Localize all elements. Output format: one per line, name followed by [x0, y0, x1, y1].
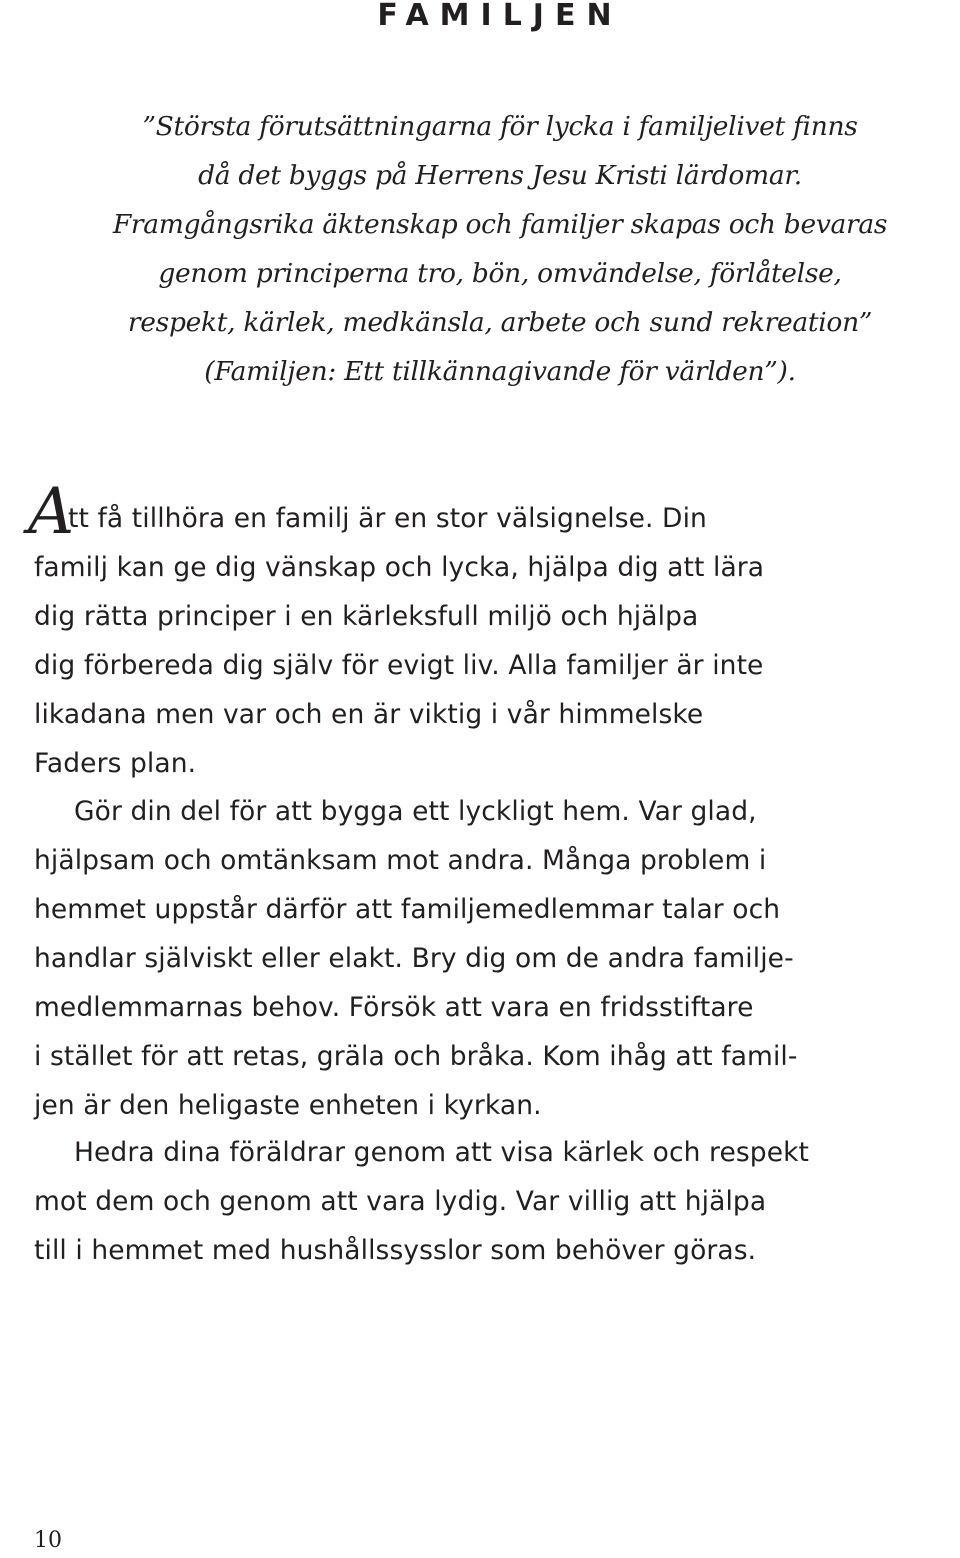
quote-line: genom principerna tro, bön, omvändelse, förlåtelse, — [158, 258, 842, 289]
paragraph-line: Gör din del för att bygga ett lyckligt hem. Var glad, — [74, 796, 757, 827]
intro-quote — [0, 102, 960, 396]
paragraph-line: medlemmarnas behov. Försök att vara en fridsstiftare — [34, 992, 754, 1023]
first-line-text: tt få tillhöra en familj är en stor välsignelse. Din — [68, 503, 707, 534]
paragraph-line: familj kan ge dig vänskap och lycka, hjälpa dig att lära — [34, 552, 765, 583]
paragraph-line: dig förbereda dig själv för evigt liv. Alla familjer är inte — [34, 650, 764, 681]
paragraph-2 — [34, 787, 960, 1130]
paragraph-line: Hedra dina föräldrar genom att visa kärlek och respekt — [74, 1137, 810, 1168]
paragraph-line: mot dem och genom att vara lydig. Var villig att hjälpa — [34, 1186, 767, 1217]
paragraph-3 — [34, 1128, 960, 1275]
paragraph-line: likadana men var och en är viktig i vår himmelske — [34, 699, 704, 730]
chapter-heading: FAMILJEN — [377, 0, 623, 33]
paragraph-line: i stället för att retas, gräla och bråka. Kom ihåg att famil- — [34, 1041, 798, 1072]
quote-line: respekt, kärlek, medkänsla, arbete och sund rekreation” — [127, 307, 873, 338]
paragraph-line: hjälpsam och omtänksam mot andra. Många problem i — [34, 845, 767, 876]
paragraph-line: handlar själviskt eller elakt. Bry dig om de andra familje- — [34, 943, 794, 974]
paragraph-line: hemmet uppstår därför att familjemedlemmar talar och — [34, 894, 781, 925]
paragraph-line: dig rätta principer i en kärleksfull miljö och hjälpa — [34, 601, 699, 632]
paragraph-line — [28, 475, 960, 549]
page-number: 10 — [34, 1528, 62, 1553]
quote-line: ”Största förutsättningarna för lycka i familjelivet finns — [142, 111, 858, 142]
quote-line: då det byggs på Herrens Jesu Kristi lärdomar. — [198, 160, 802, 191]
paragraph-line: jen är den heligaste enheten i kyrkan. — [34, 1090, 542, 1121]
quote-line: Framgångsrika äktenskap och familjer skapas och bevaras — [112, 209, 888, 240]
paragraph-line: Faders plan. — [34, 748, 197, 779]
paragraph-line: till i hemmet med hushållssysslor som behöver göras. — [34, 1235, 757, 1266]
paragraph-1 — [28, 475, 960, 788]
drop-cap: A — [28, 475, 75, 549]
quote-line: (Familjen: Ett tillkännagivande för världen”). — [204, 356, 796, 387]
